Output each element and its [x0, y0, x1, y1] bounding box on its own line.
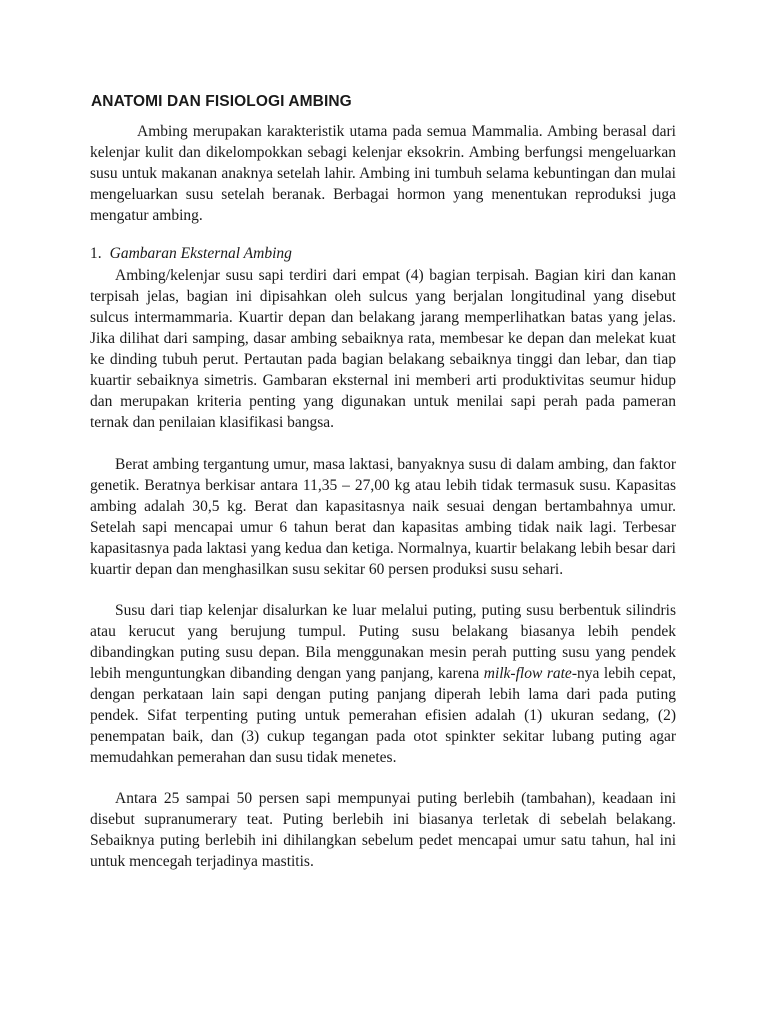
- paragraph-teats-part1: Susu dari tiap kelenjar disalurkan ke luar melalui puting, puting susu berbentuk silindris atau kerucut yang berujung tumpul. Puting susu belakang biasanya lebih pendek dibandingkan puting susu depan. Bila menggunakan mesin perah putting susu yang pendek lebih menguntungkan dibanding dengan yang panjang, karena: [90, 602, 676, 682]
- paragraph-udder-weight: Berat ambing tergantung umur, masa laktasi, banyaknya susu di dalam ambing, dan faktor genetik. Beratnya berkisar antara 11,35 – 27,00 kg atau lebih tidak termasuk susu. Kapasitas ambing adalah 30,5 kg. Berat dan kapasitasnya naik sesuai dengan bertambahnya umur. Setelah sapi mencapai umur 6 tahun berat dan kapasitas ambing tidak naik lagi. Terbesar kapasitasnya pada laktasi yang kedua dan ketiga. Normalnya, kuartir belakang lebih besar dari kuartir depan dan menghasilkan susu sekitar 60 persen produksi susu sehari.: [90, 456, 676, 578]
- paragraph-external-description: Ambing/kelenjar susu sapi terdiri dari empat (4) bagian terpisah. Bagian kiri dan kanan terpisah jelas, bagian ini dipisahkan oleh sulcus yang berjalan longitudinal yang disebut sulcus intermammaria. Kuartir depan dan belakang jarang memperlihatkan batas yang jelas. Jika dilihat dari samping, dasar ambing sebaiknya rata, membesar ke depan dan melekat kuat ke dinding tubuh perut. Pertautan pada bagian belakang sebaiknya tinggi dan lebar, dan tiap kuartir sebaiknya simetris. Gambaran eksternal ini memberi arti produktivitas seumur hidup dan merupakan kriteria penting yang digunakan untuk menilai sapi perah pada pameran ternak dan penilaian klasifikasi bangsa.: [90, 267, 676, 431]
- document-title: ANATOMI DAN FISIOLOGI AMBING: [91, 93, 352, 110]
- section-heading-text: Gambaran Eksternal Ambing: [109, 245, 292, 262]
- milk-flow-rate-term: milk-flow rate: [483, 665, 572, 682]
- section-number: 1.: [90, 245, 102, 262]
- paragraph-teats-part2: -nya lebih cepat, dengan perkataan lain sapi dengan puting panjang diperah lebih lama dari pada puting pendek. Sifat terpenting puting untuk pemerahan efisien adalah (1) ukuran sedang, (2) penempatan baik, dan (3) cukup tegangan pada otot spinkter sekitar lubang puting agar memudahkan pemerahan dan susu tidak menetes.: [90, 665, 676, 766]
- section-heading: [90, 245, 292, 263]
- intro-paragraph: Ambing merupakan karakteristik utama pada semua Mammalia. Ambing berasal dari kelenjar kulit dan dikelompokkan sebagi kelenjar eksokrin. Ambing berfungsi mengeluarkan susu untuk makanan anaknya setelah lahir. Ambing ini tumbuh selama kebuntingan dan mulai mengeluarkan susu setelah beranak. Berbagai hormon yang menentukan reproduksi juga mengatur ambing.: [90, 123, 676, 224]
- paragraph-supernumerary-teats: Antara 25 sampai 50 persen sapi mempunyai puting berlebih (tambahan), keadaan ini disebut supranumerary teat. Puting berlebih ini biasanya terletak di sebelah belakang. Sebaiknya puting berlebih ini dihilangkan sebelum pedet mencapai umur satu tahun, hal ini untuk mencegah terjadinya mastitis.: [90, 790, 676, 870]
- paragraph-teats: [90, 600, 676, 768]
